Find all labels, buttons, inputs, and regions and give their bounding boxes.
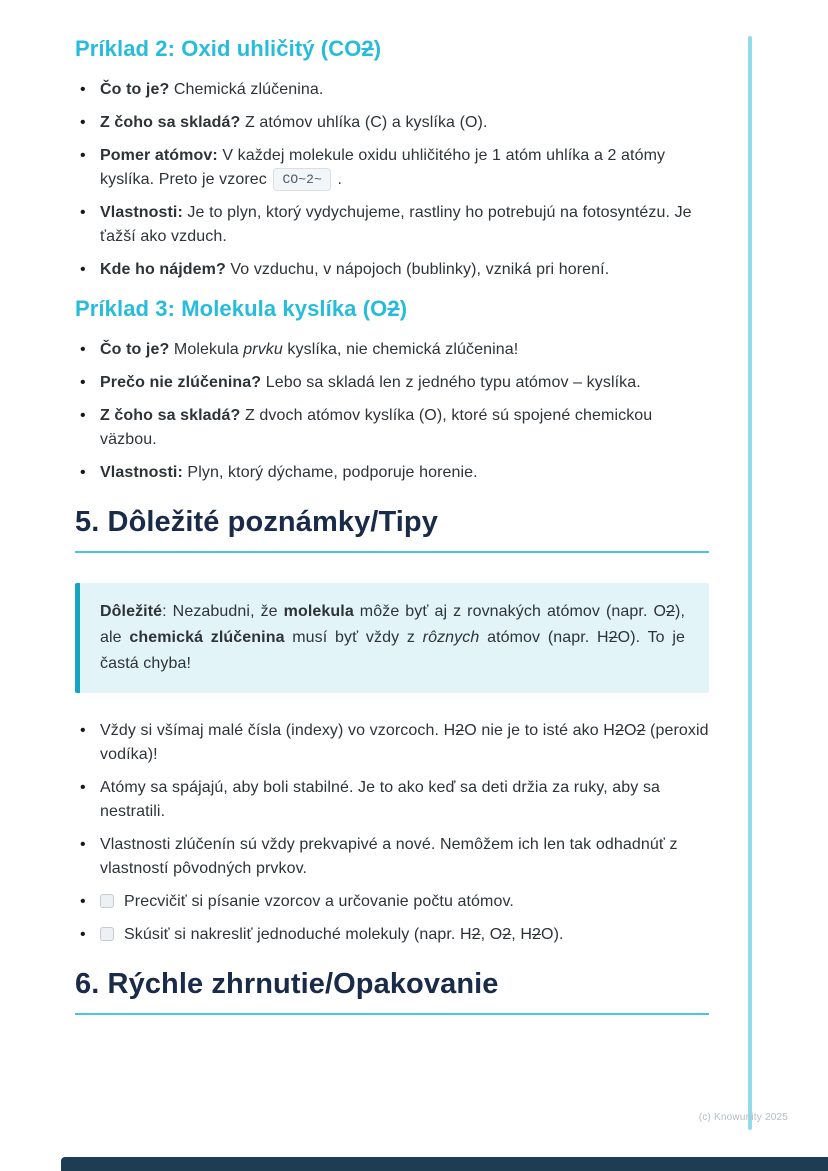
list-item bbox=[75, 461, 709, 485]
example-3-list bbox=[75, 338, 709, 485]
list-item bbox=[75, 111, 709, 135]
text: Vo vzduchu, v nápojoch (bublinky), vzniká pri horení. bbox=[225, 261, 610, 278]
bottom-bar bbox=[61, 1157, 828, 1171]
text: ) bbox=[373, 36, 382, 61]
list-item-text bbox=[100, 81, 323, 98]
example-2-list bbox=[75, 78, 709, 282]
text: . bbox=[332, 171, 343, 188]
text: Vlastnosti zlúčenín sú vždy prekvapivé a nové. Nemôžem ich len tak odhadnúť z vlastností pôvodných prvkov. bbox=[100, 836, 678, 877]
text: Plyn, ktorý dýchame, podporuje horenie. bbox=[182, 464, 478, 481]
list-item-text bbox=[100, 147, 665, 188]
text-bold: Z čoho sa skladá? bbox=[100, 114, 241, 131]
text-bold: Vlastnosti: bbox=[100, 204, 183, 221]
heading-section-6: 6. Rýchle zhrnutie/Opakovanie bbox=[75, 968, 499, 1000]
list-item bbox=[75, 201, 709, 249]
text-bold: Prečo nie zlúčenina? bbox=[100, 374, 262, 391]
checklist-item-text bbox=[124, 893, 514, 910]
text-bold: Pomer atómov: bbox=[100, 147, 218, 164]
text: Chemická zlúčenina. bbox=[169, 81, 324, 98]
text-strike: 2 bbox=[614, 722, 624, 739]
text-bold: Dôležité bbox=[100, 603, 163, 620]
text-bold: Vlastnosti: bbox=[100, 464, 183, 481]
text-strike: 2 bbox=[361, 36, 374, 61]
text: Precvičiť si písanie vzorcov a určovanie počtu atómov. bbox=[124, 893, 514, 910]
text: O bbox=[623, 722, 637, 739]
text: Je to plyn, ktorý vydychujeme, rastliny ho potrebujú na fotosyntézu. Je ťažší ako vzduch. bbox=[100, 204, 692, 245]
text-bold: Čo to je? bbox=[100, 81, 170, 98]
text: ) bbox=[399, 296, 408, 321]
text: môže byť aj z rovnakých atómov (napr. O bbox=[353, 603, 667, 620]
list-item-text bbox=[100, 836, 678, 877]
text-strike: 2 bbox=[387, 296, 400, 321]
list-item-text bbox=[100, 722, 709, 763]
list-item bbox=[75, 719, 709, 767]
footer-credit: (c) Knowunity 2025 bbox=[698, 1112, 788, 1123]
checklist-item bbox=[75, 923, 709, 947]
text-italic: rôznych bbox=[422, 629, 480, 646]
page-edge-accent bbox=[748, 36, 752, 1130]
text: Atómy sa spájajú, aby boli stabilné. Je to ako keď sa deti držia za ruky, aby sa nestratili. bbox=[100, 779, 661, 820]
document-content bbox=[75, 36, 709, 1015]
list-item bbox=[75, 144, 709, 192]
text: Z dvoch atómov kyslíka (O), ktoré sú spojené chemickou väzbou. bbox=[100, 407, 653, 448]
text-strike: 2 bbox=[608, 629, 618, 646]
section-divider bbox=[75, 1013, 709, 1015]
list-item bbox=[75, 258, 709, 282]
text: , H bbox=[511, 926, 533, 943]
list-item bbox=[75, 833, 709, 881]
text-strike: 2 bbox=[636, 722, 646, 739]
heading-example-3 bbox=[75, 296, 709, 322]
text: Príklad 2: Oxid uhličitý (CO bbox=[75, 36, 362, 61]
tips-list bbox=[75, 719, 709, 947]
checkbox-unchecked[interactable] bbox=[100, 927, 114, 941]
text: O). bbox=[541, 926, 564, 943]
text: Príklad 3: Molekula kyslíka (O bbox=[75, 296, 388, 321]
list-item-text bbox=[100, 204, 692, 245]
list-item-text bbox=[100, 341, 518, 358]
text: Z atómov uhlíka (C) a kyslíka (O). bbox=[240, 114, 488, 131]
text-strike: 2 bbox=[502, 926, 512, 943]
text: O). To je častá chyba! bbox=[100, 629, 686, 672]
text-strike: 2 bbox=[471, 926, 481, 943]
text-code: CO~2~ bbox=[273, 168, 331, 191]
section-divider bbox=[75, 551, 709, 553]
text: (peroxid vodíka)! bbox=[100, 722, 709, 763]
text: Molekula bbox=[169, 341, 244, 358]
text: musí byť vždy z bbox=[284, 629, 423, 646]
callout-text bbox=[100, 599, 685, 677]
list-item-text bbox=[100, 779, 660, 820]
list-item-text bbox=[100, 464, 478, 481]
text-strike: 2 bbox=[455, 722, 465, 739]
heading-section-5: 5. Dôležité poznámky/Tipy bbox=[75, 506, 438, 538]
text-bold: molekula bbox=[283, 603, 354, 620]
text-bold: Čo to je? bbox=[100, 341, 170, 358]
text-bold: chemická zlúčenina bbox=[129, 629, 285, 646]
list-item bbox=[75, 78, 709, 102]
text-italic: prvku bbox=[243, 341, 283, 358]
list-item-text bbox=[100, 374, 641, 391]
callout-important bbox=[75, 583, 709, 693]
text-strike: 2 bbox=[532, 926, 542, 943]
text: ), ale bbox=[100, 603, 685, 646]
text-bold: Z čoho sa skladá? bbox=[100, 407, 241, 424]
text-bold: Kde ho nájdem? bbox=[100, 261, 226, 278]
text: V každej molekule oxidu uhličitého je 1 atóm uhlíka a 2 atómy kyslíka. Preto je vzorec bbox=[100, 147, 666, 188]
list-item-text bbox=[100, 261, 609, 278]
text-strike: 2 bbox=[666, 603, 676, 620]
list-item bbox=[75, 371, 709, 395]
text: atómov (napr. H bbox=[479, 629, 609, 646]
heading-example-2 bbox=[75, 36, 709, 62]
text: Lebo sa skladá len z jedného typu atómov – kyslíka. bbox=[261, 374, 641, 391]
text: kyslíka, nie chemická zlúčenina! bbox=[282, 341, 519, 358]
list-item bbox=[75, 776, 709, 824]
checkbox-unchecked[interactable] bbox=[100, 894, 114, 908]
text: Skúsiť si nakresliť jednoduché molekuly (napr. H bbox=[124, 926, 472, 943]
list-item-text bbox=[100, 114, 488, 131]
checklist-item bbox=[75, 890, 709, 914]
list-item bbox=[75, 404, 709, 452]
list-item-text bbox=[100, 407, 652, 448]
checklist-item-text bbox=[124, 926, 564, 943]
text: : Nezabudni, že bbox=[162, 603, 284, 620]
list-item bbox=[75, 338, 709, 362]
text: O nie je to isté ako H bbox=[464, 722, 615, 739]
text: , O bbox=[480, 926, 503, 943]
text: Vždy si všímaj malé čísla (indexy) vo vzorcoch. H bbox=[100, 722, 456, 739]
